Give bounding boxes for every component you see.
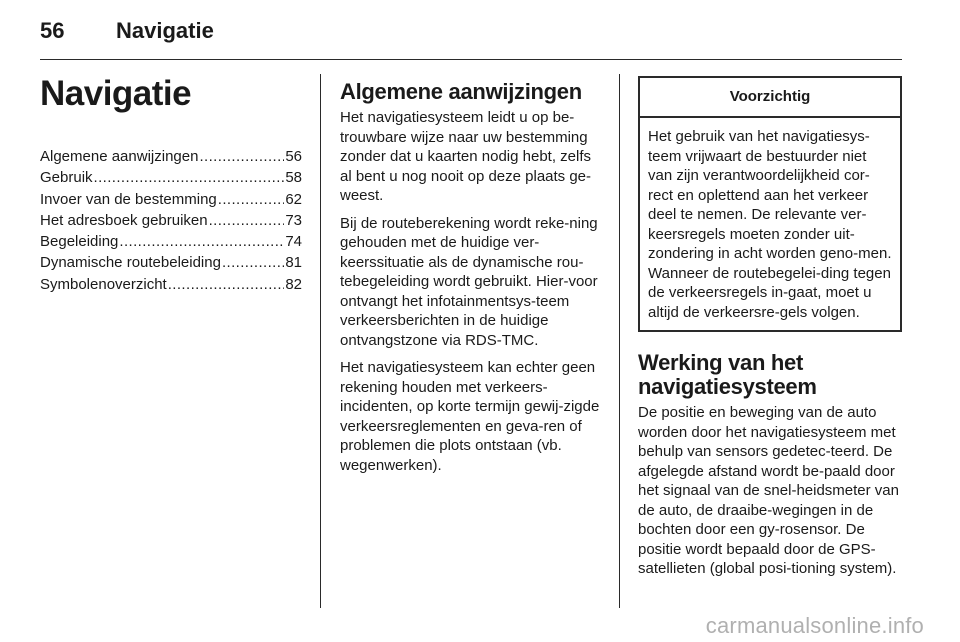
toc-item-page: 74 <box>285 233 302 251</box>
toc-item[interactable] <box>40 253 302 274</box>
toc-leader-dots <box>222 253 284 273</box>
toc-leader-dots <box>209 211 285 231</box>
body-paragraph: Het navigatiesysteem leidt u op be-trouwbare wijze naar uw bestemming zonder dat u kaarten nodig hebt, zelfs al bent u nog nooit op deze plaats ge-weest. <box>340 109 592 204</box>
toc-item-label: Invoer van de bestemming <box>40 190 217 208</box>
watermark: carmanualsonline.info <box>705 613 924 638</box>
right-column <box>638 74 902 587</box>
toc-list <box>40 147 302 296</box>
section-heading: Werking van het navigatiesysteem <box>638 350 817 399</box>
toc-leader-dots <box>94 168 285 188</box>
header-divider <box>40 59 902 60</box>
toc-item-label: Begeleiding <box>40 233 119 251</box>
body-paragraph: De positie en beweging van de auto worden door het navigatiesysteem met behulp van sensors gedetec-teerd. De afgelegde afstand wordt be-paald door het signaal van de snel-heidsmeter van de auto, de draaibe-wegingen in de bochten door een gy-rosensor. De positie wordt bepaald door de GPS-satellieten (global posi-tioning system). <box>638 404 899 577</box>
toc-leader-dots <box>119 232 284 252</box>
chapter-title: Navigatie <box>40 74 192 113</box>
toc-item[interactable] <box>40 232 302 253</box>
body-paragraph: Het navigatiesysteem kan echter geen rekening houden met verkeers-incidenten, op korte termijn gewij-zigde verkeersreglementen en geva-ren of problemen die plots ontstaan (vb. wegenwerken). <box>340 359 600 474</box>
body-paragraph: Bij de routeberekening wordt reke-ning gehouden met de huidige ver-keerssituatie als de dynamische rou-tebegeleiding wordt gebruikt. Hier-voor ontvangt het infotainmentsys-teem verkeersberichten in de huidige ontvangstzone via RDS-TMC. <box>340 214 598 349</box>
toc-leader-dots <box>218 190 285 210</box>
toc-item-label: Symbolenoverzicht <box>40 275 167 293</box>
toc-column <box>40 74 302 296</box>
toc-item[interactable] <box>40 168 302 189</box>
page-number: 56 <box>40 18 65 43</box>
toc-item-page: 82 <box>285 275 302 293</box>
toc-item-page: 62 <box>285 190 302 208</box>
toc-item-label: Dynamische routebeleiding <box>40 254 221 272</box>
toc-item[interactable] <box>40 211 302 232</box>
toc-item[interactable] <box>40 275 302 296</box>
general-column <box>340 74 602 483</box>
caution-box <box>638 76 902 332</box>
toc-item-label: Algemene aanwijzingen <box>40 148 199 165</box>
toc-item-page: 56 <box>285 148 302 165</box>
toc-leader-dots <box>168 275 285 295</box>
toc-leader-dots <box>199 147 284 167</box>
caution-title: Voorzichtig <box>640 78 900 118</box>
toc-item-page: 81 <box>285 254 302 272</box>
toc-item[interactable] <box>40 190 302 211</box>
toc-item-label: Gebruik <box>40 169 93 187</box>
header-title: Navigatie <box>116 18 214 43</box>
column-divider <box>619 74 620 608</box>
toc-item-label: Het adresboek gebruiken <box>40 211 208 229</box>
toc-item-page: 58 <box>285 169 302 187</box>
column-divider <box>320 74 321 608</box>
caution-text: Het gebruik van het navigatiesys-teem vrijwaart de bestuurder niet van zijn verantwoordelijkheid cor-rect en oplettend aan het verkeer deel te nemen. De relevante ver-keersregels moeten zonder uit-zondering in acht worden geno-men. Wanneer de routebegelei-ding tegen de verkeersregels in-gaat, moet u altijd de verkeersre-gels volgen. <box>648 128 892 321</box>
toc-item[interactable] <box>40 147 302 168</box>
section-heading: Algemene aanwijzingen <box>340 79 582 104</box>
toc-item-page: 73 <box>285 211 302 229</box>
